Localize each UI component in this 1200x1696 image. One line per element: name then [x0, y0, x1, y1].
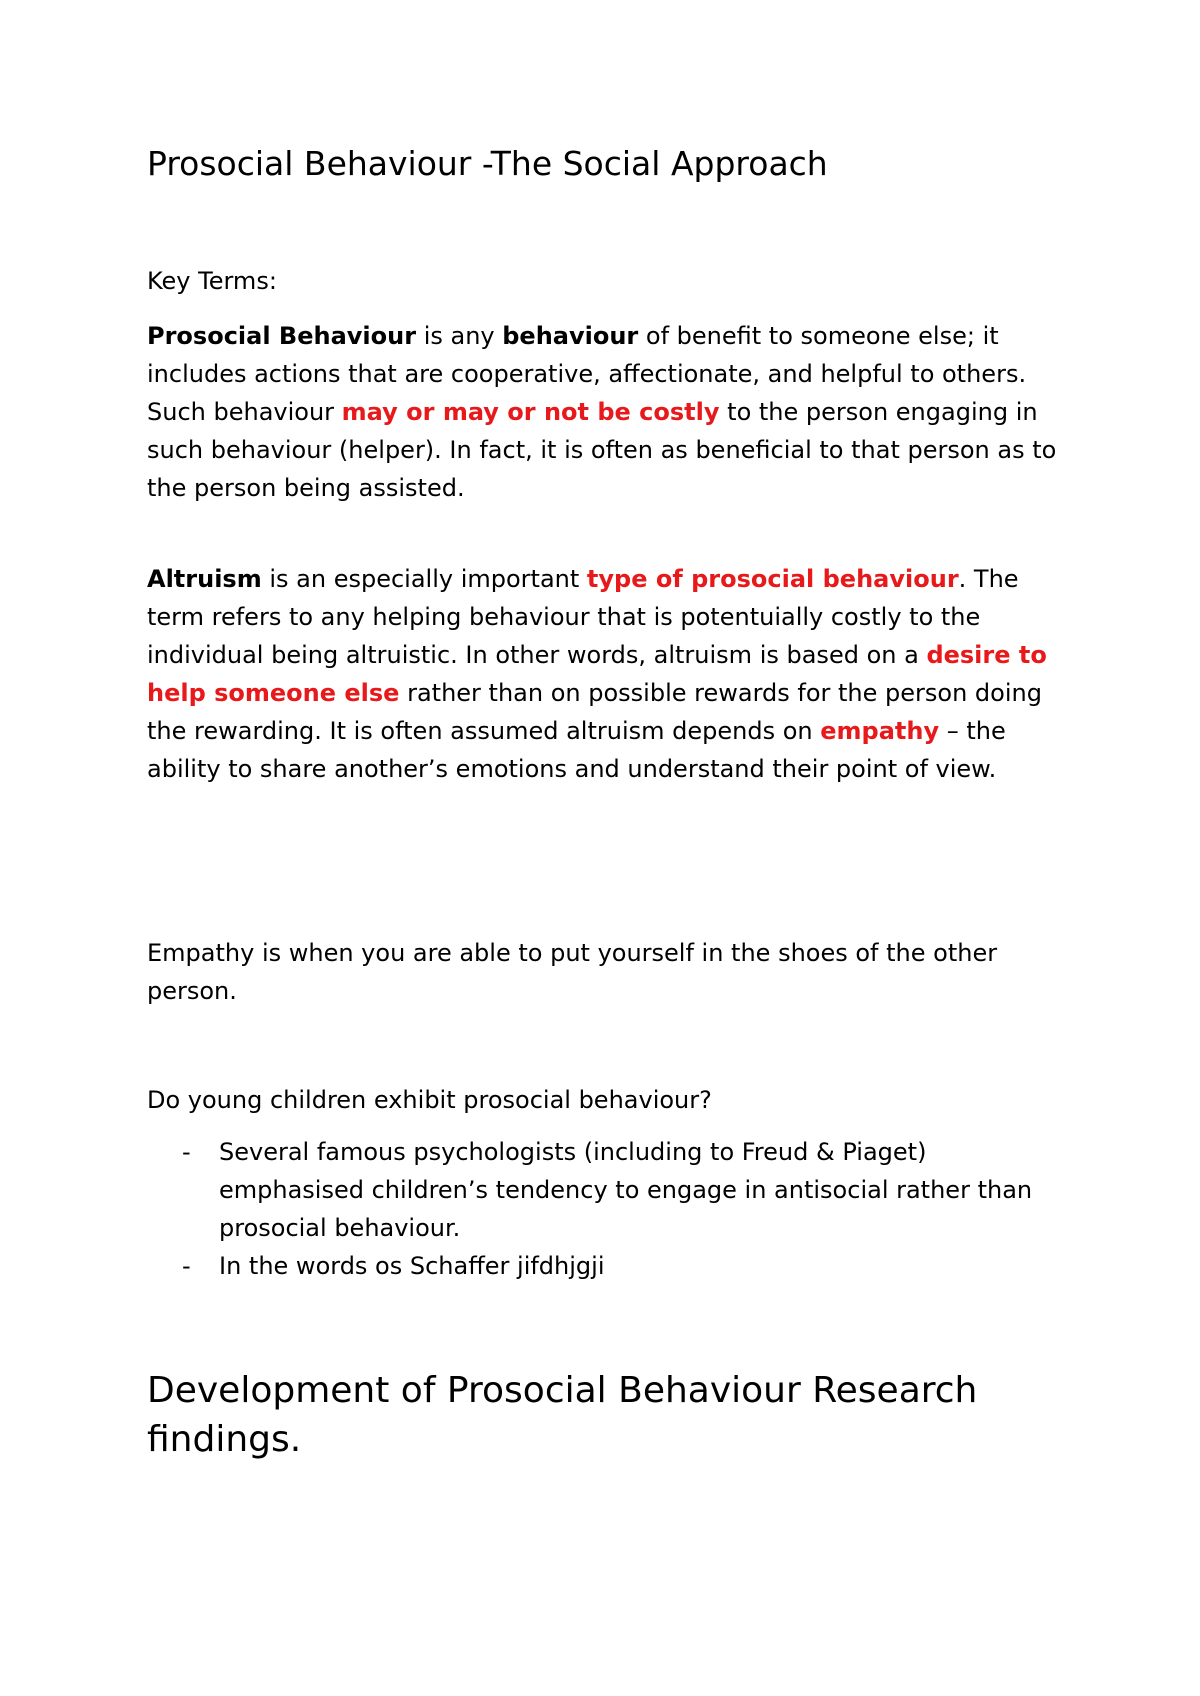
list-item-text: Several famous psychologists (including to Freud & Piaget) emphasised children’s tendency to engage in antisocial rather than prosocial behaviour.: [219, 1138, 1033, 1242]
bullet-marker: -: [182, 1252, 191, 1280]
highlight-type-of-prosocial-behaviour: type of prosocial behaviour: [586, 565, 959, 593]
list-item: [147, 1133, 1067, 1247]
para2-text-3: rather than on possible rewards for the person doing the rewarding. It is often assumed altruism depends on: [147, 679, 1042, 745]
empathy-paragraph: Empathy is when you are able to put yourself in the shoes of the other person.: [147, 939, 998, 1005]
key-terms-label: Key Terms:: [147, 267, 277, 295]
para1-text-2: of benefit to someone else; it includes actions that are cooperative, affectionate, and helpful to others. Such behaviour: [147, 322, 1027, 426]
highlight-desire-to-help: desire to help someone else: [147, 641, 1047, 707]
list-item-text: In the words os Schaffer jifdhjgji: [219, 1252, 605, 1280]
para1-text-1: is any: [416, 322, 503, 350]
term-behaviour: behaviour: [502, 322, 639, 350]
para1-text-3: to the person engaging in such behaviour (helper). In fact, it is often as beneficial to that person as to the person being assisted.: [147, 398, 1057, 502]
question-paragraph: Do young children exhibit prosocial behaviour?: [147, 1086, 712, 1114]
prosocial-definition-paragraph: [147, 317, 1067, 507]
para2-text-2: . The term refers to any helping behaviour that is potentuially costly to the individual being altruistic. In other words, altruism is based on a: [147, 565, 1019, 669]
document-title: Prosocial Behaviour -The Social Approach: [147, 144, 828, 183]
term-prosocial-behaviour: Prosocial Behaviour: [147, 322, 417, 350]
term-altruism: Altruism: [147, 565, 262, 593]
highlight-may-or-not-be-costly: may or may or not be costly: [341, 398, 720, 426]
highlight-empathy: empathy: [820, 717, 940, 745]
bullet-list: [147, 1133, 1067, 1285]
altruism-definition-paragraph: [147, 560, 1067, 788]
bullet-marker: -: [182, 1138, 191, 1166]
section-heading: Development of Prosocial Behaviour Research findings.: [147, 1370, 978, 1460]
list-item: [147, 1247, 1067, 1285]
para2-text-1: is an especially important: [261, 565, 587, 593]
para2-text-4: – the ability to share another’s emotions and understand their point of view.: [147, 717, 1006, 783]
